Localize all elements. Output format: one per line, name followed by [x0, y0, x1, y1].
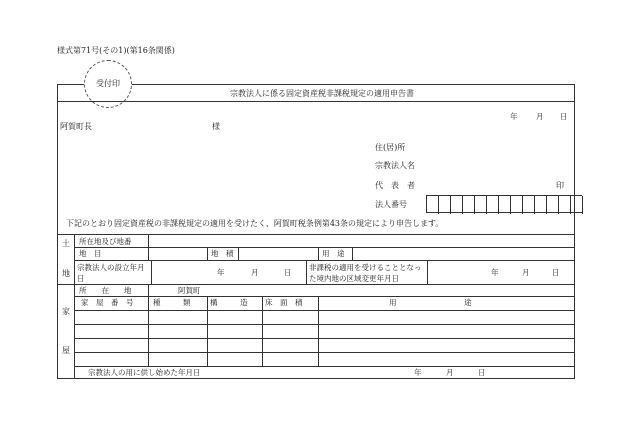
corp-number-field[interactable]: [426, 195, 582, 213]
est-month: 月: [251, 268, 259, 277]
house-char-1: 家: [62, 307, 70, 316]
stamp-label: 受付印: [96, 79, 120, 88]
land-area-label: 地 積: [211, 249, 234, 258]
h8: [74, 366, 575, 367]
v11: [148, 296, 149, 366]
v8: [306, 260, 307, 284]
land-char-1: 土: [62, 239, 70, 248]
date-year: 年: [510, 112, 518, 121]
corp-number-label: 法人番号: [375, 200, 407, 209]
date-day: 日: [560, 112, 568, 121]
footer-month: 月: [446, 368, 454, 377]
corp-name-label: 宗教法人名: [375, 161, 415, 170]
house-char-2: 屋: [62, 346, 70, 355]
h1: [74, 247, 575, 248]
house-top-line: [57, 284, 575, 285]
v2: [148, 247, 149, 260]
h4: [74, 310, 575, 311]
land-top-line: [57, 234, 575, 235]
representative-label: 代 表 者: [375, 181, 415, 190]
seal-label: 印: [556, 181, 564, 190]
land-use-label: 用 途: [322, 249, 345, 258]
col-house-number: 家 屋 番 号: [81, 298, 134, 307]
footer-label: 宗教法人の用に供し始めた年月日: [88, 368, 201, 377]
v7: [151, 260, 152, 284]
exm-year: 年: [491, 268, 499, 277]
h7: [74, 352, 575, 353]
form-number: 様式第71号(その1)(第16条関係): [57, 46, 175, 55]
est-year: 年: [217, 268, 225, 277]
est-day: 日: [284, 268, 292, 277]
v9: [427, 260, 428, 284]
v14: [318, 296, 319, 366]
address-label: 住(居)所: [375, 143, 406, 152]
v12: [207, 296, 208, 366]
exm-month: 月: [522, 268, 530, 277]
title-divider: [57, 101, 575, 102]
col-floor-area: 床 面 積: [265, 298, 303, 307]
land-location-label: 所在地及び地番: [79, 237, 132, 246]
house-location-value: 阿賀町: [178, 286, 201, 295]
col-type: 種 類: [153, 298, 191, 307]
h2: [74, 260, 575, 261]
v13: [262, 296, 263, 366]
date-month: 月: [536, 112, 544, 121]
form-frame: [57, 84, 575, 379]
addressee: 阿賀町長: [60, 122, 92, 131]
exm-day: 日: [552, 268, 560, 277]
v1: [148, 234, 149, 247]
footer-day: 日: [478, 368, 486, 377]
footer-year: 年: [414, 368, 422, 377]
h3: [74, 296, 575, 297]
h5: [74, 324, 575, 325]
col-structure: 構 造: [210, 298, 248, 307]
honorific: 様: [212, 122, 220, 131]
col-use: 用 途: [389, 298, 472, 307]
house-location-label: 所 在 地: [79, 286, 132, 295]
page-title: 宗教法人に係る固定資産税非課税規定の適用申告書: [230, 89, 414, 98]
land-category-label: 地 目: [79, 249, 102, 258]
v10: [148, 284, 149, 296]
land-char-2: 地: [62, 269, 70, 278]
v5: [318, 247, 319, 260]
v6: [352, 247, 353, 260]
established-label: 宗教法人の設立年月日: [77, 263, 145, 283]
section-divider: [74, 234, 75, 379]
h6: [74, 338, 575, 339]
declaration: 下記のとおり固定資産税の非課税規定の適用を受けたく、阿賀町税条例第43条の規定により申告します。: [66, 219, 444, 228]
v4: [238, 247, 239, 260]
exemption-label: 非課税の適用を受けることとなった境内地の区域変更年月日: [309, 263, 422, 283]
v3: [207, 247, 208, 260]
